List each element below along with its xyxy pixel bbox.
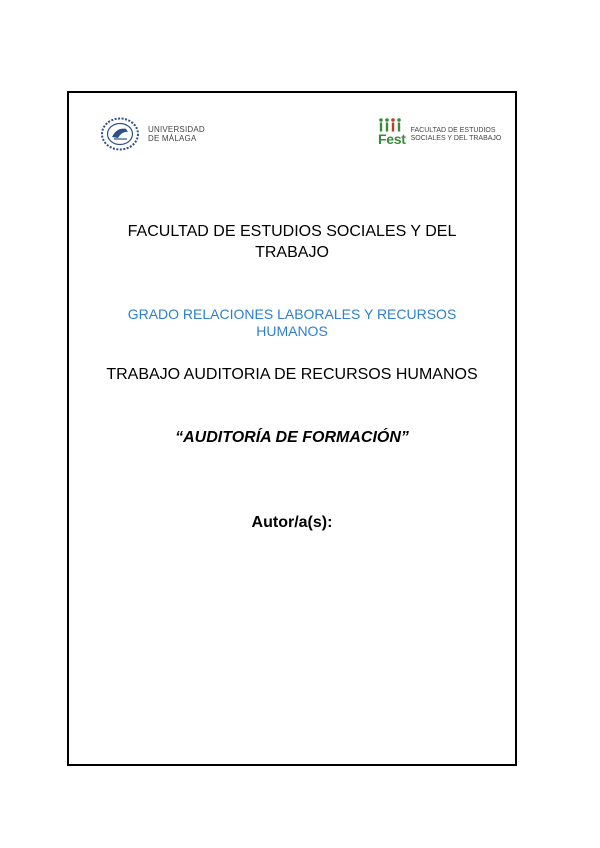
fest-mark: [378, 118, 406, 145]
subject-title: “AUDITORÍA DE FORMACIÓN”: [175, 429, 409, 446]
degree-title: GRADO RELACIONES LABORALES Y RECURSOS HUMANOS: [127, 306, 457, 339]
people-figures-icon: [378, 118, 404, 132]
university-malaga-logo: [100, 117, 205, 151]
fest-wordmark: Fest: [378, 131, 406, 147]
fest-faculty-name: [411, 127, 502, 143]
cover-page: [67, 91, 517, 766]
author-label: Autor/a(s):: [251, 514, 333, 531]
faculty-title: FACULTAD DE ESTUDIOS SOCIALES Y DEL TRABAJO: [127, 223, 457, 261]
fest-faculty-name-line2: SOCIALES Y DEL TRABAJO: [410, 135, 502, 142]
university-name-line1: UNIVERSIDAD: [148, 125, 205, 134]
university-name-line2: DE MÁLAGA: [148, 134, 197, 143]
work-title: TRABAJO AUDITORIA DE RECURSOS HUMANOS: [106, 366, 478, 383]
fest-faculty-name-line1: FACULTAD DE ESTUDIOS: [410, 127, 496, 134]
university-seal-icon: [100, 117, 140, 151]
fest-faculty-logo: [378, 118, 501, 145]
university-name: [148, 125, 205, 143]
